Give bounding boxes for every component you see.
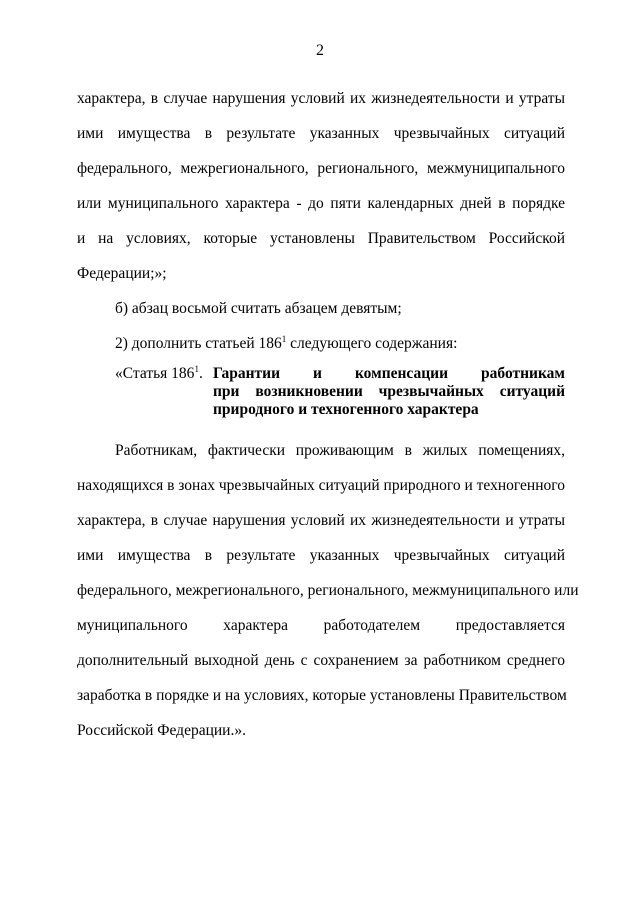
text-line: характера, в случае нарушения условий их жизнедеятельности и утраты: [77, 90, 565, 107]
item-2: [77, 326, 565, 361]
item-2-text: 2) дополнить статьей 186: [115, 335, 282, 352]
text-line: заработка в порядке и на условиях, которые установлены Правительством: [77, 687, 567, 704]
text-line: характера, в случае нарушения условий их жизнедеятельности и утраты: [77, 512, 565, 529]
text-line: муниципального характера работодателем предоставляется: [77, 617, 565, 634]
article-label: [77, 363, 213, 383]
spacer: [77, 419, 565, 433]
paragraph-continuation: [77, 81, 565, 291]
text-line: федерального, межрегионального, регионального, межмуниципального: [77, 160, 565, 177]
item-2-sup: 1: [281, 333, 287, 344]
item-b: б) абзац восьмой считать абзацем девятым;: [115, 300, 402, 317]
text-line: Федерации;»;: [77, 265, 167, 282]
article-label-text: «Статья 186: [115, 365, 195, 382]
article-title-line: природного и техногенного характера: [213, 401, 479, 418]
document-body: [77, 81, 579, 748]
text-line: ими имущества в результате указанных чрезвычайных ситуаций: [77, 125, 565, 142]
article-label-sup: 1: [194, 363, 199, 374]
article-label-dot: .: [198, 365, 203, 382]
text-line: и на условиях, которые установлены Правительством Российской: [77, 230, 565, 247]
article-heading: [77, 363, 565, 419]
paragraph-article-body: [77, 433, 579, 748]
item-2-text-after: следующего содержания:: [286, 335, 458, 352]
text-line: федерального, межрегионального, регионального, межмуниципального или: [77, 582, 579, 599]
text-line: находящихся в зонах чрезвычайных ситуаций природного и техногенного: [77, 477, 565, 494]
text-line: Российской Федерации.».: [77, 722, 246, 739]
text-line: Работникам, фактически проживающим в жилых помещениях,: [115, 442, 565, 459]
text-line: ими имущества в результате указанных чрезвычайных ситуаций: [77, 547, 565, 564]
page-number: 2: [316, 42, 324, 59]
article-title-line: при возникновении чрезвычайных ситуаций: [213, 383, 565, 400]
article-title-line: Гарантии и компенсации работникам: [213, 365, 565, 382]
text-line: дополнительный выходной день с сохранением за работником среднего: [77, 652, 565, 669]
text-line: или муниципального характера - до пяти календарных дней в порядке: [77, 195, 565, 212]
article-title: [213, 363, 565, 419]
